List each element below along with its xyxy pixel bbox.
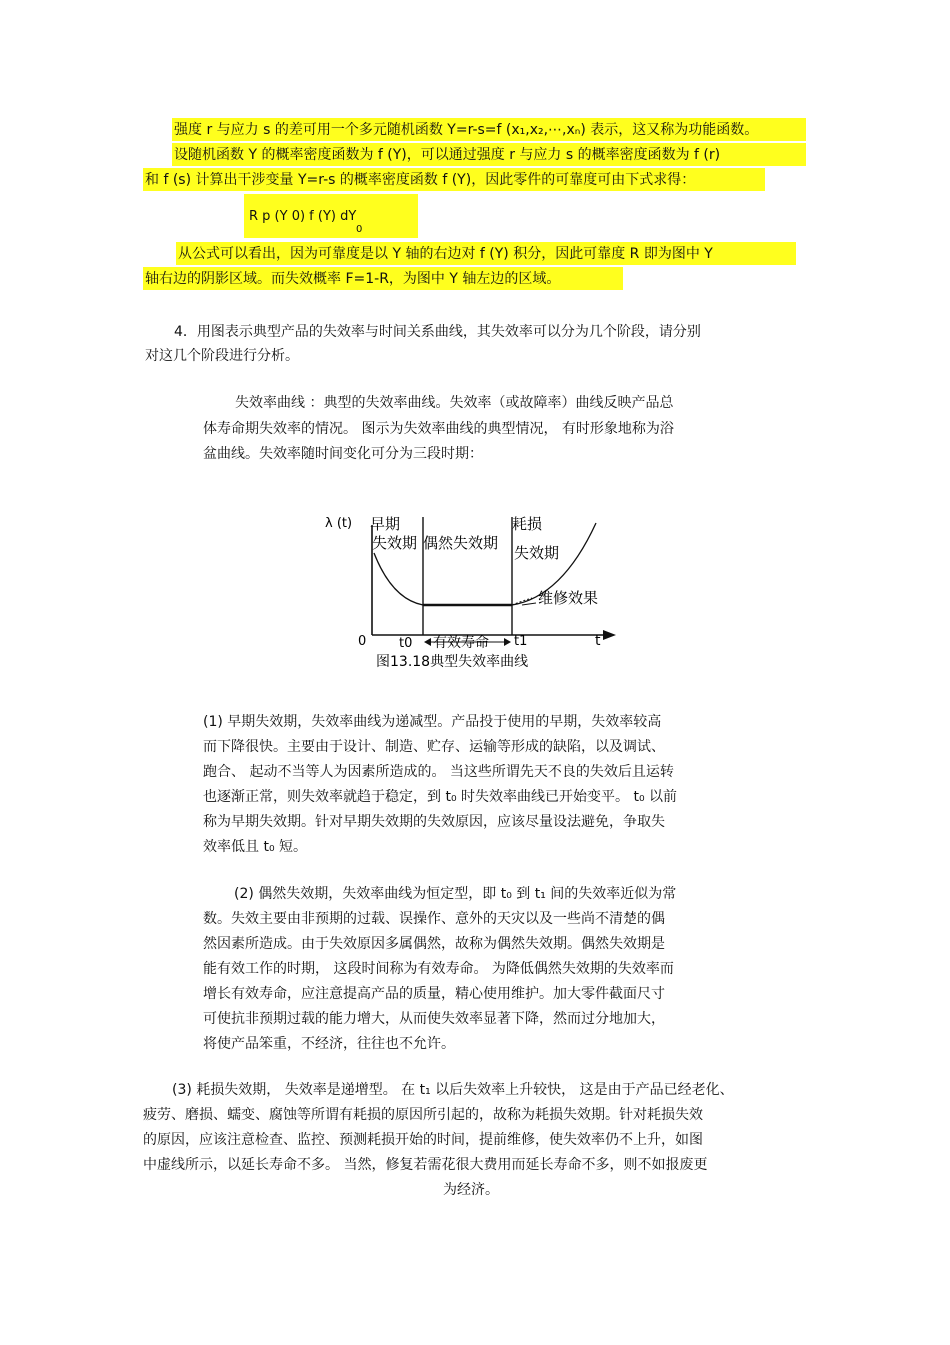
- highlight-text-line: 轴右边的阴影区域。而失效概率 F=1-R，为图中 Y 轴左边的区域。: [145, 271, 561, 287]
- para1-line: 而下降很快。主要由于设计、制造、贮存、运输等形成的缺陷，以及调试、: [203, 739, 665, 755]
- para3-line: (3) 耗损失效期， 失效率是递增型。 在 t₁ 以后失效率上升较快， 这是由于产品已经老化、: [172, 1082, 734, 1098]
- y-axis-label: λ (t): [325, 516, 353, 531]
- para1-line: 跑合、 起动不当等人为因素所造成的。 当这些所谓先天不良的失效后且运转: [203, 764, 674, 780]
- para3-line: 中虚线所示，以延长寿命不多。 当然，修复若需花很大费用而延长寿命不多，则不如报废更: [143, 1157, 708, 1173]
- para2-line: 可使抗非预期过载的能力增大，从而使失效率显著下降，然而过分地加大，: [203, 1011, 665, 1027]
- life-arrow-right-head: [504, 638, 511, 646]
- para2-line: 数。失效主要由非预期的过载、误操作、意外的天灾以及一些尚不清楚的偶: [203, 911, 665, 927]
- para1-line: 也逐渐正常，则失效率就趋于稳定，到 t₀ 时失效率曲线已开始变平。 t₀ 以前: [203, 789, 678, 805]
- reliability-formula: R p (Y 0) f (Y) dY: [249, 209, 357, 224]
- highlight-text-line: 从公式可以看出，因为可靠度是以 Y 轴的右边对 f (Y) 积分，因此可靠度 R 即为图中 Y: [178, 246, 713, 262]
- bathtub-curve-figure: [0, 495, 950, 685]
- intro-line: 失效率曲线 ：典型的失效率曲线。失效率（或故障率）曲线反映产品总: [235, 395, 674, 411]
- t1-label: t1: [514, 634, 528, 649]
- question-line: 4．用图表示典型产品的失效率与时间关系曲线，其失效率可以分为几个阶段，请分别: [174, 324, 701, 340]
- region-early-label-1: 早期: [370, 515, 401, 533]
- intro-line: 体寿命期失效率的情况。 图示为失效率曲线的典型情况， 有时形象地称为浴: [203, 421, 674, 437]
- para3-line: 疲劳、磨损、蠕变、腐蚀等所谓有耗损的原因所引起的，故称为耗损失效期。针对耗损失效: [143, 1107, 703, 1123]
- para2-line: 然因素所造成。由于失效原因多属偶然，故称为偶然失效期。偶然失效期是: [203, 936, 665, 952]
- origin-label: 0: [358, 634, 367, 649]
- highlight-text-line: 强度 r 与应力 s 的差可用一个多元随机函数 Y=r-s=f (x₁,x₂,⋯,xₙ) 表示，这又称为功能函数。: [174, 122, 759, 138]
- para1-line: 称为早期失效期。针对早期失效期的失效原因，应该尽量设法避免，争取失: [203, 814, 665, 830]
- para2-line: 能有效工作的时期， 这段时间称为有效寿命。 为降低偶然失效期的失效率而: [203, 961, 674, 977]
- t-axis-label: t: [595, 633, 601, 649]
- intro-line: 盆曲线。失效率随时间变化可分为三段时期：: [203, 446, 483, 462]
- para2-line: 增长有效寿命，应注意提高产品的质量，精心使用维护。加大零件截面尺寸: [203, 986, 665, 1002]
- highlight-text-line: 和 f (s) 计算出干涉变量 Y=r-s 的概率密度函数 f (Y)，因此零件的可靠度可由下式求得：: [145, 172, 696, 188]
- maintenance-label: 维修效果: [538, 589, 599, 607]
- figure-caption: 图13.18典型失效率曲线: [376, 654, 529, 670]
- formula-integral-lower-limit: 0: [356, 224, 363, 235]
- region-random-label: 偶然失效期: [423, 534, 499, 552]
- para1-line: (1) 早期失效期，失效率曲线为递减型。产品投于使用的早期，失效率较高: [203, 714, 662, 730]
- region-early-label-2: 失效期: [372, 534, 418, 552]
- x-axis-arrow: [603, 630, 616, 640]
- para1-line: 效率低且 t₀ 短。: [203, 839, 308, 855]
- maintenance-leader: [522, 603, 536, 605]
- para2-line: (2) 偶然失效期，失效率曲线为恒定型，即 t₀ 到 t₁ 间的失效率近似为常: [234, 886, 677, 902]
- region-wearout-label-1: 耗损: [512, 515, 543, 533]
- para3-line: 的原因，应该注意检查、监控、预测耗损开始的时间，提前维修，使失效率仍不上升，如图: [143, 1132, 703, 1148]
- life-arrow-left-head: [424, 638, 431, 646]
- t0-label: t0: [399, 636, 413, 651]
- highlight-text-line: 设随机函数 Y 的概率密度函数为 f (Y)，可以通过强度 r 与应力 s 的概率密度函数为 f (r): [174, 147, 721, 163]
- para3-line: 为经济。: [443, 1182, 499, 1198]
- effective-life-label: 有效寿命: [433, 635, 489, 651]
- para2-line: 将使产品笨重，不经济，往往也不允许。: [203, 1036, 455, 1052]
- early-failure-curve: [374, 553, 423, 605]
- region-wearout-label-2: 失效期: [514, 544, 560, 562]
- question-line: 对这几个阶段进行分析。: [145, 348, 299, 364]
